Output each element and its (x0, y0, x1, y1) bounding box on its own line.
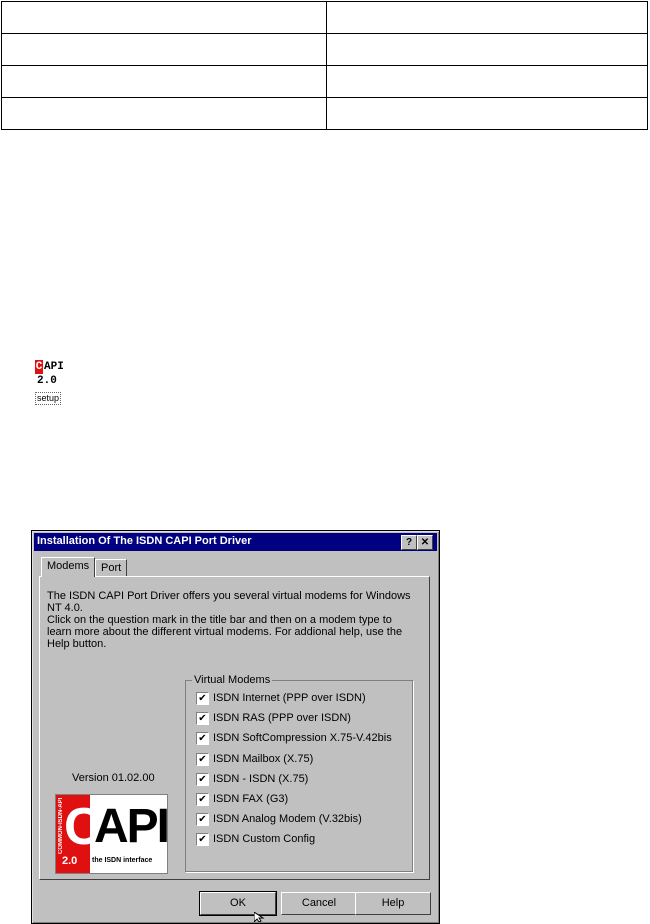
mouse-cursor-icon (254, 912, 266, 922)
table-row (2, 2, 648, 34)
description-line: The ISDN CAPI Port Driver offers you several virtual modems for Windows NT 4.0. (47, 590, 411, 614)
modem-label: ISDN RAS (PPP over ISDN) (213, 712, 351, 724)
description (47, 590, 417, 650)
top-table (1, 1, 648, 130)
modem-label: ISDN SoftCompression X.75-V.42bis (213, 732, 392, 744)
table-cell (327, 34, 648, 66)
close-button[interactable]: ✕ (417, 535, 433, 550)
capi-logo (55, 794, 168, 874)
checkbox[interactable]: ✔ (196, 712, 209, 725)
modem-label: ISDN Custom Config (213, 833, 316, 845)
modem-label: ISDN - ISDN (X.75) (213, 773, 309, 785)
dialog-title: Installation Of The ISDN CAPI Port Driver (37, 535, 252, 547)
checkbox[interactable]: ✔ (196, 813, 209, 826)
logo-version: 2.0 (62, 855, 78, 867)
logo-tagline: the ISDN interface (92, 857, 153, 864)
modem-label: ISDN Analog Modem (V.32bis) (213, 813, 362, 825)
logo-text-line2: 2.0 (37, 375, 57, 387)
logo-big-api: API (94, 800, 169, 853)
table-cell (2, 98, 327, 130)
checkbox[interactable]: ✔ (196, 753, 209, 766)
table-row (2, 34, 648, 66)
tab-port[interactable]: Port (95, 559, 127, 577)
table-cell (2, 66, 327, 98)
modem-label: ISDN FAX (G3) (213, 793, 289, 805)
checkbox[interactable]: ✔ (196, 793, 209, 806)
desktop-icon-label: setup (37, 393, 60, 403)
help-question-button[interactable]: ? (401, 535, 417, 550)
logo-side-text: COMMON-ISDN-API (58, 797, 64, 855)
help-button[interactable]: Help (355, 892, 431, 915)
logo-big-c: C (64, 798, 102, 856)
checkbox[interactable]: ✔ (196, 773, 209, 786)
table-cell (327, 98, 648, 130)
checkbox[interactable]: ✔ (196, 732, 209, 745)
modem-label: ISDN Mailbox (X.75) (213, 753, 314, 765)
table-cell (327, 2, 648, 34)
capi-setup-desktop-icon[interactable] (35, 360, 67, 406)
checkbox[interactable]: ✔ (196, 692, 209, 705)
table-cell (2, 2, 327, 34)
logo-letter: C (35, 361, 43, 373)
table-cell (2, 34, 327, 66)
logo-text-line1: API (44, 361, 64, 373)
table-row (2, 66, 648, 98)
modem-label: ISDN Internet (PPP over ISDN) (213, 692, 366, 704)
version-label: Version 01.02.00 (72, 772, 155, 784)
capi-logo-icon (35, 360, 65, 388)
table-row (2, 98, 648, 130)
table-cell (327, 66, 648, 98)
dialog-titlebar[interactable] (34, 533, 437, 551)
cancel-button[interactable]: Cancel (281, 892, 357, 915)
group-title: Virtual Modems (194, 674, 271, 686)
tab-modems[interactable]: Modems (41, 557, 95, 577)
install-dialog (31, 530, 440, 924)
description-line: Click on the question mark in the title bar and then on a modem type to learn more about the different virtual modems. For addional help, use the Help button. (47, 614, 403, 650)
checkbox[interactable]: ✔ (196, 833, 209, 846)
virtual-modems-group (185, 674, 413, 872)
ok-button[interactable]: OK (200, 892, 276, 915)
